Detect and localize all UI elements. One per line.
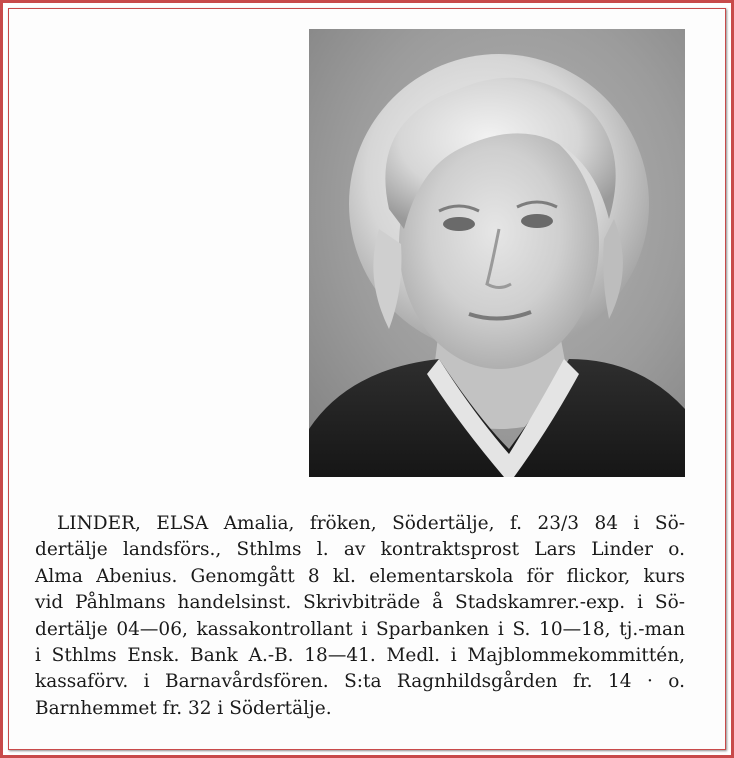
bio-line: dertälje 04—06, kassakontrollant i Sparbanken i S. 10—18, tj.-man [35,618,685,640]
biography-text [35,511,685,722]
bio-line: dertälje landsförs., Sthlms l. av kontraktsprost Lars Linder o. [35,539,685,561]
bio-line: Barnhemmet fr. 32 i Södertälje. [35,697,332,719]
portrait-illustration [309,29,685,477]
bio-line: kassaförv. i Barnavårdsfören. S:ta Ragnhildsgården fr. 14 · o. [35,671,685,693]
bio-line: i Sthlms Ensk. Bank A.-B. 18—41. Medl. i Majblommekommittén, [35,645,685,667]
bio-line: Alma Abenius. Genomgått 8 kl. elementarskola för flickor, kurs [35,565,685,587]
bio-line: LINDER, ELSA Amalia, fröken, Södertälje, f. 23/3 84 i Sö- [57,513,685,534]
bio-line: vid Påhlmans handelsinst. Skrivbiträde å Stadskamrer.-exp. i Sö- [35,592,685,614]
portrait-photo [309,29,685,477]
